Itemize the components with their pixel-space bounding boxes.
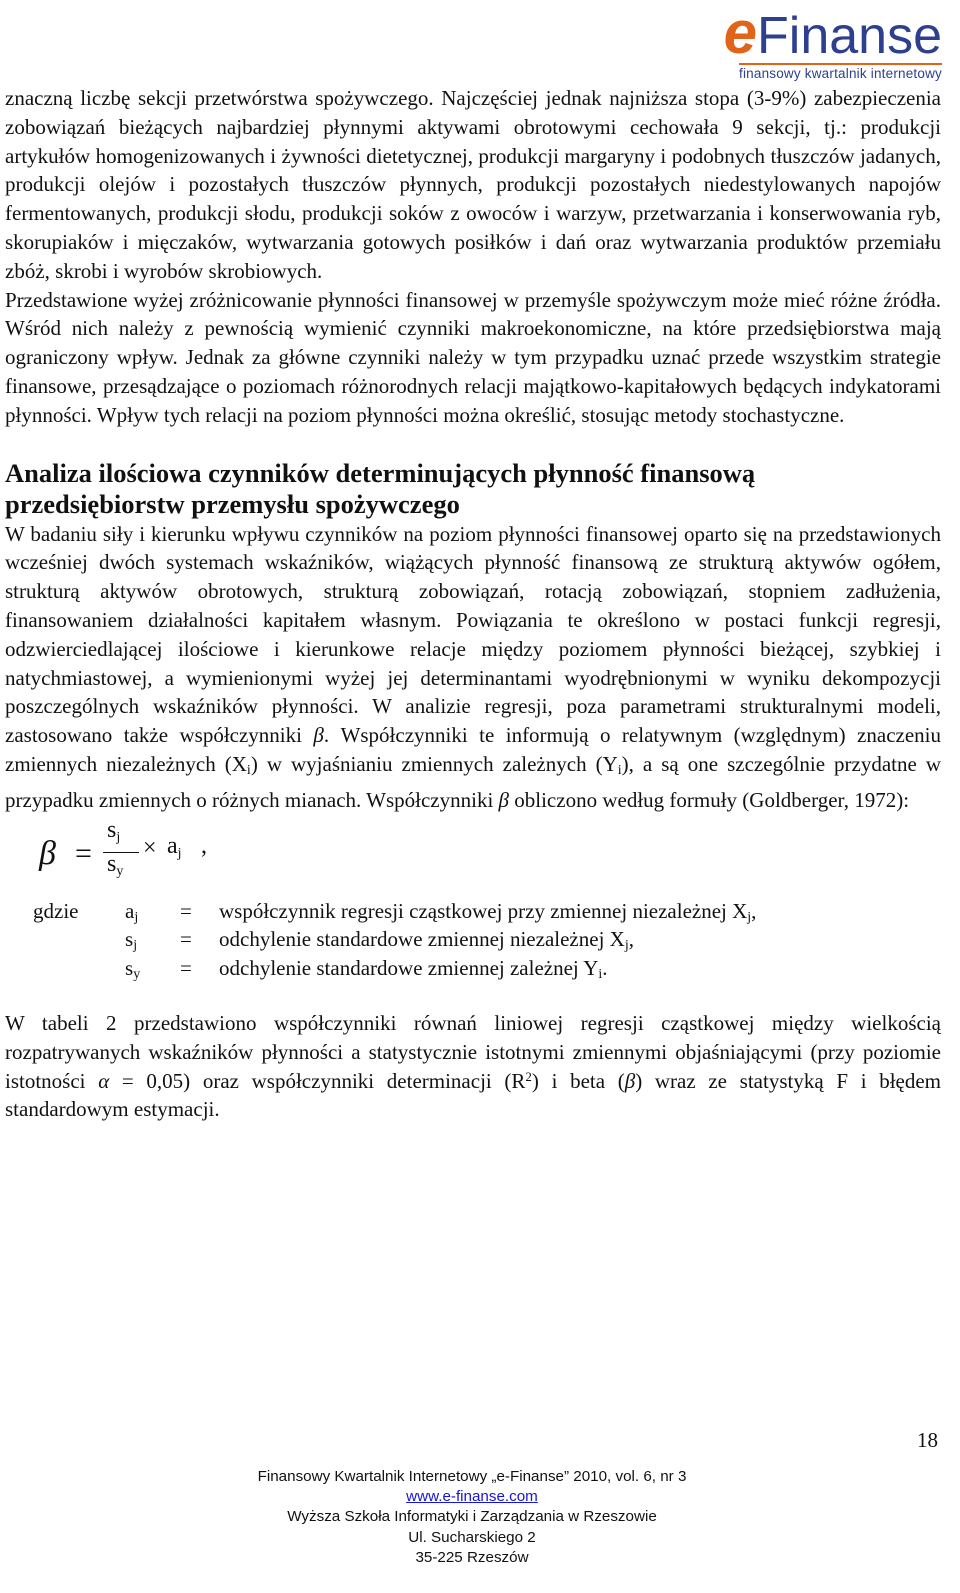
definition-row: sj = odchylenie standardowe zmiennej niezależnej Xj, [5,925,941,954]
definition-symbol: sj [125,927,138,954]
section-heading: Analiza ilościowa czynników determinujących płynność finansową przedsiębiorstw przemysłu spożywczego [5,457,756,519]
where-label: gdzie [33,898,79,923]
paragraph-1: znaczną liczbę sekcji przetwórstwa spożywczego. Najczęściej jednak najniższa stopa (3-9%) zabezpieczenia zobowiązań bieżących najbardziej płynnymi aktywami obrotowymi cechowała 9 sekcji, tj.: produkcji artykułów homogenizowanych i żywności dietetycznej, produkcji margaryny i podobnych tłuszczów jadanych, produkcji olejów i pozostałych tłuszczów płynnych, produkcji pozostałych niedestylowanych napojów fermentowanych, produkcji słodu, produkcji soków z owoców i warzyw, przetwarzania i konserwowania ryb, skorupiaków i mięczaków, wytwarzania gotowych posiłków i dań oraz wytwarzania produktów przemiału zbóż, skrobi i wyrobów skrobiowych. [5,86,941,283]
paragraph-3: W badaniu siły i kierunku wpływu czynników na poziom płynności finansowej oparto się na przedstawionych wcześniej dwóch systemach wskaźników, wiążących płynność finansową ze strukturą aktywów ogółem, strukturą aktywów obrotowych, strukturą zobowiązań, rotacją zobowiązań, stopniem zadłużenia, finansowaniem działalności kapitałem własnym. Powiązania te określono w postaci funkcji regresji, odzwierciedlającej ilościowe i kierunkowe relacje między poziomem płynności bieżącej, szybkiej i natychmiastowej, a wymienionymi wyżej jej determinantami wyodrębnionymi w wyniku dekompozycji poszczególnych wskaźników płynności. W analizie regresji, poza parametrami strukturalnymi modeli, zastosowano także współczynniki β. Współczynniki te informują o relatywnym (względnym) znaczeniu zmiennych niezależnych (Xi) w wyjaśnianiu zmiennych zależnych (Yi), a są one szczególnie przydatne w przypadku zmiennych o różnych mianach. Współczynniki β obliczono według formuły (Goldberger, 1972): [5,521,941,812]
e-finanse-logo [692,0,942,82]
beta-formula [5,816,941,889]
formula-numerator: $s_j$ [107,816,121,845]
paragraph-4: W tabeli 2 przedstawiono współczynniki równań liniowej regresji cząstkowej między wielkością rozpatrywanych wskaźników płynności a statystycznie istotnymi zmiennymi objaśniającymi (przy poziomie istotności α = 0,05) oraz współczynniki determinacji $(R^2)$ i beta (β) wraz ze statystyką F i błędem standardowym estymacji. [5,1010,942,1122]
definition-text: odchylenie standardowe zmiennej zależnej Yi. [219,956,608,983]
definition-row: gdzie aj = współczynnik regresji cząstkowej przy zmiennej niezależnej Xj, [5,897,941,926]
footer-street: Ul. Sucharskiego 2 [408,1528,536,1546]
beta-symbol: β [313,723,324,748]
formula-beta: β [39,834,56,872]
definition-text: współczynnik regresji cząstkowej przy zmiennej niezależnej Xj, [219,898,757,925]
footer-institution: Wyższa Szkoła Informatyki i Zarządzania w Rzeszowie [287,1508,657,1526]
formula-denominator: $s_y$ [107,850,124,879]
logo-wordmark: eFinanse [723,0,942,66]
alpha-symbol: α [98,1068,110,1093]
paragraph-2: Przedstawione wyżej zróżnicowanie płynności finansowej w przemyśle spożywczym może mieć różne źródła. Wśród nich należy z pewnością wymienić czynniki makroekonomiczne, na które przedsiębiorstwa mają ograniczony wpływ. Jednak za główne czynniki należy w tym przypadku uznać przede wszystkim strategie finansowe, przesądzające o poziomach różnorodnych relacji majątkowo-kapitałowych będących indykatorami płynności. Wpływ tych relacji na poziom płynności można określić, stosując metody stochastyczne. [5,287,941,427]
formula-definitions [5,897,941,983]
beta-symbol: β [624,1068,636,1093]
formula-a: $a_j$ [167,832,182,861]
definition-row: sy = odchylenie standardowe zmiennej zależnej Yi. [5,954,941,983]
page-number: 18 [917,1428,938,1452]
definition-symbol: sy [125,956,141,983]
footer-journal: Finansowy Kwartalnik Internetowy „e-Finanse” 2010, vol. 6, nr 3 [257,1468,687,1485]
definition-text: odchylenie standardowe zmiennej niezależnej Xj, [219,927,634,954]
article-body [5,84,941,1124]
footer-website-link[interactable]: www.e-finanse.com [406,1488,538,1506]
logo-tagline: finansowy kwartalnik internetowy [739,63,942,81]
footer-city: 35-225 Rzeszów [415,1548,529,1566]
definition-symbol: aj [125,898,139,925]
page-footer [0,1467,944,1568]
formula-times: × [143,834,157,861]
beta-symbol: β [498,787,510,812]
formula-equals: = [75,836,92,870]
formula-comma: , [201,832,207,859]
